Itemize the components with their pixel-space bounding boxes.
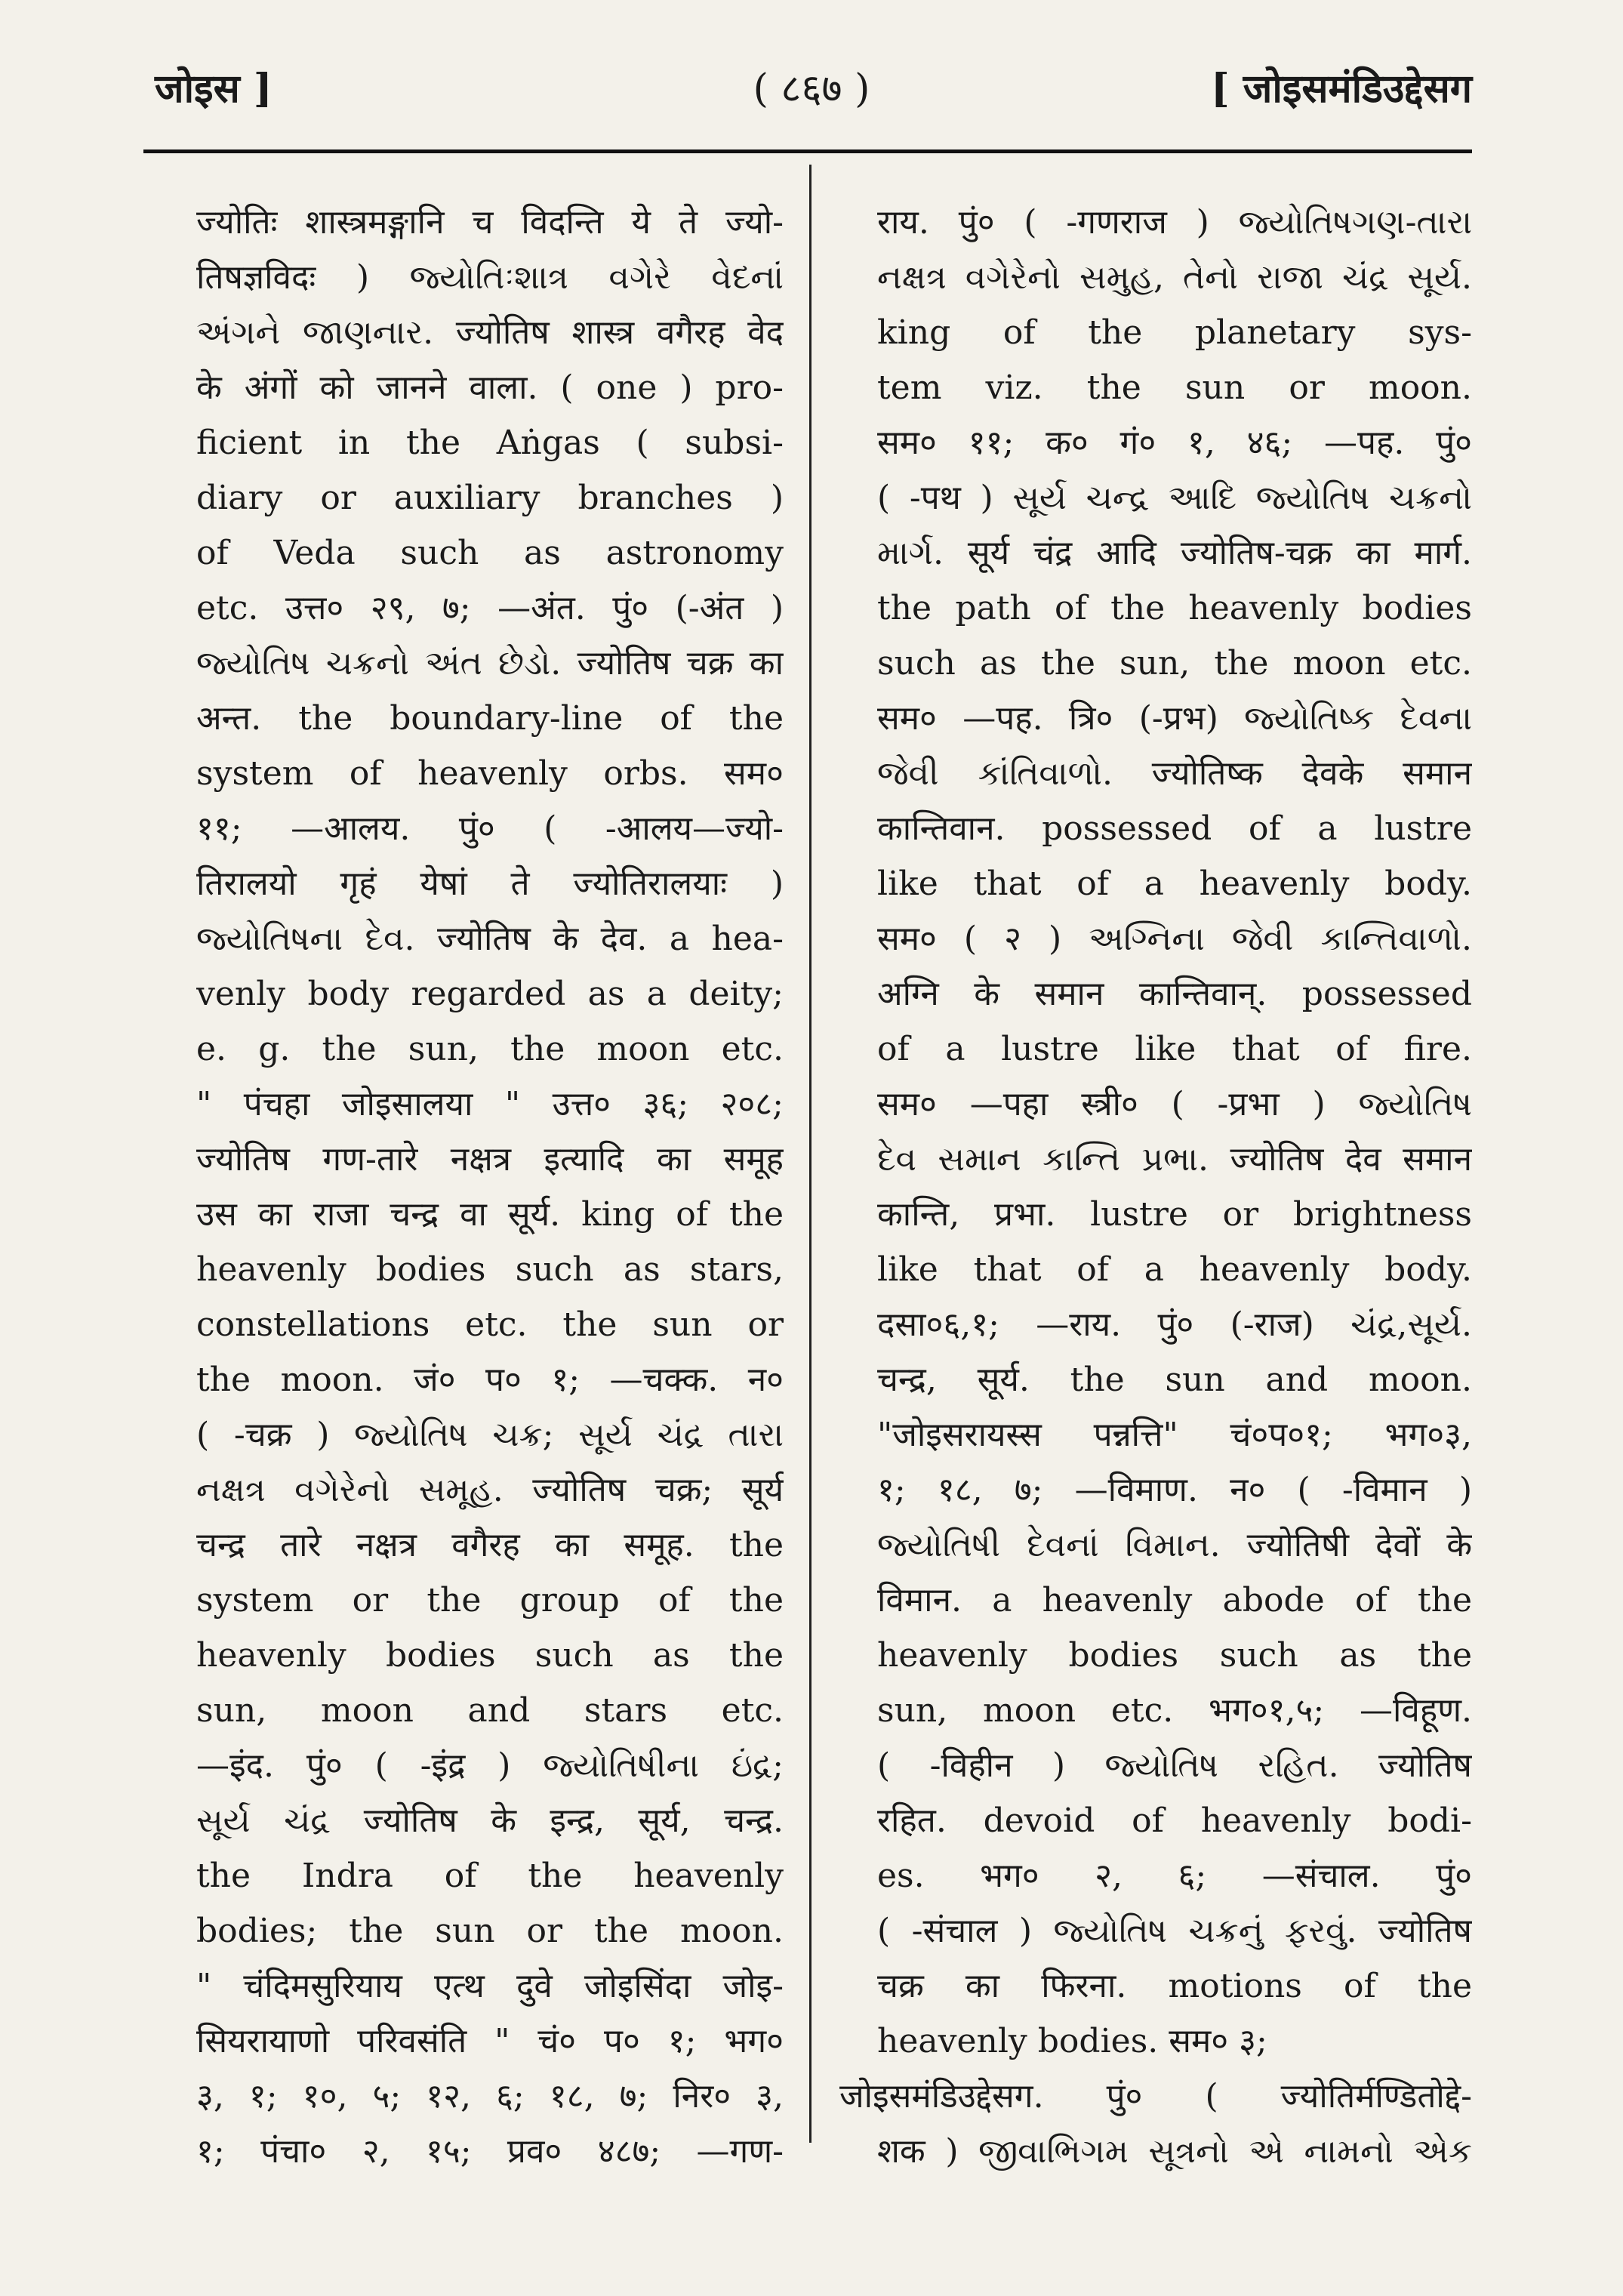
text-line: सियरायाणो परिवसंति " चं० प० १; भग० (196, 2022, 784, 2060)
text-line: चक्र का फिरना. motions of the (877, 1967, 1472, 2005)
text-line: like that of a heavenly body. (877, 864, 1472, 903)
text-line: es. भग० २, ६; —संचाल. पुं० (877, 1857, 1472, 1895)
text-line: heavenly bodies such as the (877, 1636, 1472, 1675)
text-line: सम० ११; क० गं० १, ४६; —पह. पुं० (877, 424, 1472, 462)
text-line: कान्तिवान. possessed of a lustre (877, 809, 1472, 848)
text-line: constellations etc. the sun or (196, 1305, 784, 1344)
text-line: system or the group of the (196, 1581, 784, 1620)
text-line: tem viz. the sun or moon. (877, 368, 1472, 407)
text-line: दसा०६,१; —राय. पुं० (-राज) ચંદ્ર,સૂર્ય. (877, 1305, 1472, 1344)
text-line: heavenly bodies. सम० ३; (877, 2022, 1267, 2060)
text-line: the Indra of the heavenly (196, 1857, 784, 1895)
text-line: e. g. the sun, the moon etc. (196, 1030, 784, 1068)
text-line: જ્યોતિષના દેવ. ज्योतिष के देव. a hea- (196, 920, 784, 958)
text-line: of a lustre like that of fire. (877, 1030, 1472, 1068)
text-line: sun, moon and stars etc. (196, 1691, 784, 1730)
text-line: સૂર્ય ચંદ્ર ज्योतिष के इन्द्र, सूर्य, चन्द्र. (196, 1801, 784, 1840)
text-line: रहित. devoid of heavenly bodi- (877, 1801, 1472, 1840)
text-line: જ્યોતિષ ચક્રનો અંત છેડો. ज्योतिष चक्र का (196, 644, 784, 683)
text-line: "जोइसरायस्स पन्नत्ति" चं०प०१; भग०३, (877, 1416, 1472, 1454)
text-line: ficient in the Aṅgas ( subsi- (196, 424, 784, 462)
running-head-left: जोइस ] (155, 66, 273, 112)
text-line: अन्त. the boundary-line of the (196, 699, 784, 738)
text-line: कान्ति, प्रभा. lustre or brightness (877, 1195, 1472, 1234)
header-rule (143, 149, 1472, 153)
text-line: દેવ સમાન કાન્તિ પ્રભા. ज्योतिष देव समान (877, 1140, 1472, 1179)
text-line: जोइसमंडिउद्देसग. पुं० ( ज्योतिर्मण्डितोद्दे- (839, 2077, 1472, 2116)
text-line: heavenly bodies such as stars, (196, 1250, 784, 1289)
text-line: अग्नि के समान कान्तिवान्. possessed (877, 975, 1472, 1013)
text-line: નક્ષત્ર વગેરેનો સમૂહ. ज्योतिष चक्र; सूर्य (196, 1471, 784, 1509)
text-line: विमान. a heavenly abode of the (877, 1581, 1472, 1620)
text-line: etc. उत्त० २९, ७; —अंत. पुं० (-अंत ) (196, 589, 784, 627)
text-line: ११; —आलय. पुं० ( -आलय—ज्यो- (196, 809, 784, 848)
text-line: માર્ગ. सूर्य चंद्र आदि ज्योतिष-चक्र का मार्ग. (877, 534, 1472, 572)
text-line: king of the planetary sys- (877, 313, 1472, 352)
page-number: ( ८६७ ) (753, 66, 870, 112)
text-line: सम० —पह. त्रि० (-प्रभ) જ્યોતિષ્ક દેવના (877, 699, 1472, 738)
text-line: सम० ( २ ) અગ્નિના જેવી કાન્તિવાળો. (877, 920, 1472, 958)
text-line: diary or auxiliary branches ) (196, 479, 784, 517)
text-line: १; १८, ७; —विमाण. न० ( -विमान ) (877, 1471, 1472, 1509)
running-head-right: [ जोइसमंडिउद्देसग (1211, 66, 1472, 112)
text-line: उस का राजा चन्द्र वा सूर्य. king of the (196, 1195, 784, 1234)
text-line: ( -संचाल ) જ્યોતિષ ચક્રનું ફરવું. ज्योतिष (877, 1912, 1472, 1950)
text-line: ज्योतिः शास्त्रमङ्गानि च विदन्ति ये ते ज्यो- (196, 203, 784, 242)
text-line: —इंद. पुं० ( -इंद्र ) જ્યોતિષીના ઇંદ્ર; (196, 1746, 784, 1785)
text-line: heavenly bodies such as the (196, 1636, 784, 1675)
text-line: शक ) જીવાભિગમ સૂત્રનો એ નામનો એક (877, 2132, 1472, 2171)
text-line: sun, moon etc. भग०१,५; —विहूण. (877, 1691, 1472, 1730)
text-line: venly body regarded as a deity; (196, 975, 784, 1013)
right-column (839, 195, 1472, 2179)
left-column (196, 195, 784, 2179)
text-line: જેવી કાંતિવાળો. ज्योतिष्क देवके समान (877, 754, 1472, 793)
text-line: નક્ષત્ર વગેરેનો સમુહ, તેનો રાજા ચંદ્ર સૂર્ય. (877, 258, 1472, 297)
column-divider (809, 165, 812, 2143)
text-line: ( -चक्र ) જ્યોતિષ ચક્ર; સૂર્ય ચંદ્ર તારા (196, 1416, 784, 1454)
text-line: " पंचहा जोइसालया " उत्त० ३६; २०८; (196, 1085, 784, 1123)
page-header (0, 60, 1623, 121)
text-line: चन्द्र तारे नक्षत्र वगैरह का समूह. the (196, 1526, 784, 1564)
text-line: तिरालयो गृहं येषां ते ज्योतिरालयाः ) (196, 864, 784, 903)
text-line: ज्योतिष गण-तारे नक्षत्र इत्यादि का समूह (196, 1140, 784, 1179)
text-line: system of heavenly orbs. सम० (196, 754, 784, 793)
text-line: bodies; the sun or the moon. (196, 1912, 784, 1950)
text-line: तिषज्ञविदः ) જ્યોતિઃશાત્ર વગેરે વેદનાં (196, 258, 784, 297)
text-line: १; पंचा० २, १५; प्रव० ४८७; —गण- (196, 2132, 784, 2171)
text-line: like that of a heavenly body. (877, 1250, 1472, 1289)
text-line: राय. पुं० ( -गणराज ) જ્યોતિષગણ-તારા (877, 203, 1472, 242)
text-line: के अंगों को जानने वाला. ( one ) pro- (196, 368, 784, 407)
text-line: चन्द्र, सूर्य. the sun and moon. (877, 1361, 1472, 1399)
text-line: such as the sun, the moon etc. (877, 644, 1472, 683)
text-line: " चंदिमसुरियाय एत्थ दुवे जोइसिंदा जोइ- (196, 1967, 784, 2005)
text-line: અંગને જાણનાર. ज्योतिष शास्त्र वगैरह वेद (196, 313, 784, 352)
text-line: ( -पथ ) સૂર્ય ચન્દ્ર આદિ જ્યોતિષ ચક્રનો (877, 479, 1472, 517)
text-line: જ્યોતિષી દેવનાં વિમાન. ज्योतिषी देवों के (877, 1526, 1472, 1564)
text-line: of Veda such as astronomy (196, 534, 784, 572)
text-line: ३, १; १०, ५; १२, ६; १८, ७; निर० ३, (196, 2077, 784, 2116)
text-line: the path of the heavenly bodies (877, 589, 1472, 627)
text-line: ( -विहीन ) જ્યોતિષ રહિત. ज्योतिष (877, 1746, 1472, 1785)
text-line: सम० —पहा स्त्री० ( -प्रभा ) જ્યોતિષ (877, 1085, 1472, 1123)
text-line: the moon. जं० प० १; —चक्क. न० (196, 1361, 784, 1399)
